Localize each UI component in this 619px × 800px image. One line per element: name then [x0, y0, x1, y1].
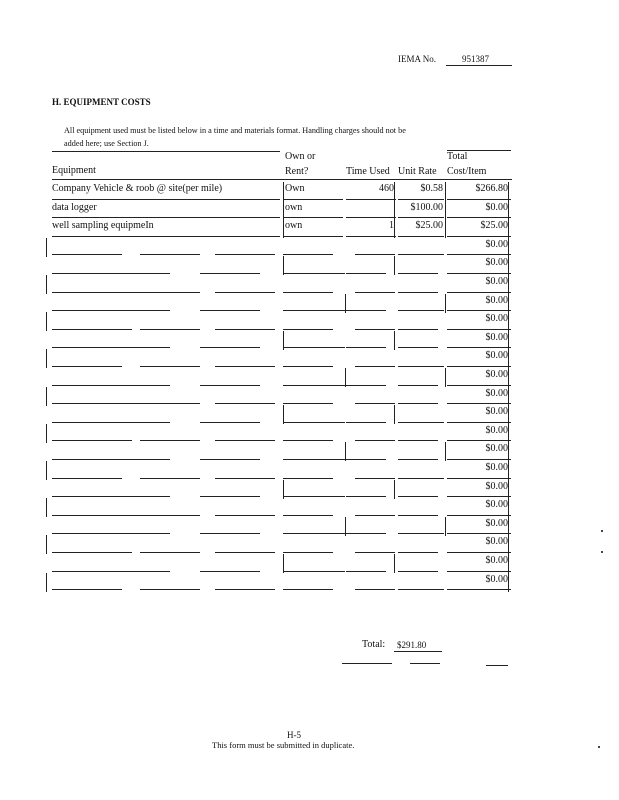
row-rule [346, 199, 396, 200]
row-rule [52, 552, 132, 553]
total-col-border [508, 219, 509, 238]
col-border [445, 201, 446, 220]
col-border [394, 182, 395, 201]
row-rule [52, 589, 122, 590]
row-rule [283, 496, 345, 497]
col-border [394, 554, 395, 573]
col-border [345, 517, 346, 536]
row-rule [283, 552, 333, 553]
row-rule [140, 254, 200, 255]
row-rule [283, 589, 333, 590]
row-rule [283, 403, 333, 404]
col-border [283, 201, 284, 220]
row-rule [398, 478, 444, 479]
total-col-border [508, 554, 509, 573]
time-used-cell: 1 [389, 220, 394, 232]
row-rule [215, 292, 275, 293]
row-rule [283, 310, 345, 311]
total-col-border [508, 498, 509, 517]
total-label: Total: [362, 639, 386, 650]
row-rule [215, 589, 275, 590]
row-rule [283, 366, 333, 367]
col-border [445, 517, 446, 536]
header-bottom-rule [52, 179, 512, 180]
row-rule [110, 310, 170, 311]
instructions-line2: added here; use Section J. [64, 139, 149, 148]
row-rule [447, 236, 511, 237]
row-rule [355, 254, 395, 255]
row-rule [283, 292, 333, 293]
row-rule [200, 571, 260, 572]
total-col-border [508, 182, 509, 201]
own-rent-cell: own [285, 220, 303, 232]
row-rule [447, 459, 511, 460]
total-cost-cell: $0.00 [485, 406, 508, 418]
row-rule [283, 217, 343, 218]
row-rule [283, 515, 333, 516]
row-rule [398, 310, 444, 311]
col-border [445, 219, 446, 238]
row-rule [447, 329, 511, 330]
row-rule [398, 236, 444, 237]
row-rule [52, 292, 142, 293]
col-border [46, 238, 47, 257]
row-rule [447, 254, 511, 255]
total-col-border [508, 461, 509, 480]
total-col-border [508, 294, 509, 313]
row-rule [447, 533, 511, 534]
iema-label: IEMA No. [398, 54, 436, 64]
row-rule [447, 589, 511, 590]
col-border [46, 498, 47, 517]
unit-rate-cell: $0.58 [420, 183, 443, 194]
total-cost-cell: $0.00 [485, 313, 508, 325]
own-rent-cell: Own [285, 183, 305, 194]
total-value: $291.80 [397, 640, 427, 650]
footer-page: H-5 [287, 730, 301, 740]
total-cost-cell: $0.00 [485, 499, 508, 511]
row-rule [140, 366, 200, 367]
row-rule [398, 254, 444, 255]
total-col-border [508, 387, 509, 406]
header-unit-rate: Unit Rate [398, 166, 437, 177]
iema-value: 951387 [462, 54, 489, 64]
col-border [46, 275, 47, 294]
total-col-border [508, 480, 509, 499]
row-rule [52, 217, 280, 218]
row-rule [200, 347, 260, 348]
row-rule [447, 310, 511, 311]
total-cost-cell: $0.00 [485, 573, 508, 585]
header-total-2: Cost/Item [447, 166, 487, 177]
row-rule [447, 478, 511, 479]
header-total-1: Total [447, 151, 468, 162]
row-rule [355, 589, 395, 590]
row-rule [447, 496, 511, 497]
row-rule [200, 385, 260, 386]
total-cost-cell: $0.00 [485, 424, 508, 436]
row-rule [52, 403, 142, 404]
row-rule [140, 292, 200, 293]
total-rule-a [342, 663, 392, 664]
total-cost-cell: $0.00 [485, 257, 508, 269]
total-cost-cell: $0.00 [485, 201, 508, 213]
total-cost-cell: $0.00 [485, 276, 508, 287]
row-rule [215, 515, 275, 516]
row-rule [52, 478, 122, 479]
instructions-line1: All equipment used must be listed below in a time and materials format. Handling charges should not be [64, 126, 406, 135]
total-cost-cell: $266.80 [475, 183, 508, 194]
unit-rate-cell: $25.00 [415, 220, 443, 232]
row-rule [140, 329, 200, 330]
footer-note: This form must be submitted in duplicate. [212, 740, 355, 750]
total-cost-cell: $25.00 [480, 220, 508, 232]
total-cost-cell: $0.00 [485, 350, 508, 362]
row-rule [346, 496, 386, 497]
col-border [46, 424, 47, 443]
col-border [283, 554, 284, 573]
row-rule [355, 366, 395, 367]
row-rule [346, 533, 386, 534]
speck [601, 551, 603, 553]
col-border [394, 219, 395, 238]
row-rule [200, 496, 260, 497]
col-border [283, 182, 284, 201]
total-cost-cell: $0.00 [485, 331, 508, 343]
row-rule [398, 552, 438, 553]
row-rule [110, 422, 170, 423]
row-rule [346, 217, 396, 218]
row-rule [355, 403, 395, 404]
total-col-border [508, 535, 509, 554]
col-border [46, 535, 47, 554]
row-rule [346, 571, 386, 572]
row-rule [398, 273, 438, 274]
col-border [345, 442, 346, 461]
row-rule [447, 515, 511, 516]
row-rule [283, 273, 345, 274]
row-rule [398, 199, 444, 200]
col-border [445, 368, 446, 387]
row-rule [140, 589, 200, 590]
total-col-border [508, 573, 509, 592]
row-rule [283, 236, 343, 237]
row-rule [447, 217, 511, 218]
row-rule [346, 310, 386, 311]
row-rule [110, 273, 170, 274]
row-rule [215, 552, 275, 553]
total-col-border [508, 442, 509, 461]
col-border [46, 312, 47, 331]
row-rule [110, 533, 170, 534]
row-rule [215, 403, 275, 404]
row-rule [283, 422, 345, 423]
row-rule [110, 385, 170, 386]
row-rule [346, 347, 386, 348]
row-rule [447, 552, 511, 553]
row-rule [447, 347, 511, 348]
time-used-cell: 460 [379, 183, 394, 194]
col-border [345, 368, 346, 387]
row-rule [110, 571, 170, 572]
col-border [283, 480, 284, 499]
row-rule [283, 199, 343, 200]
row-rule [200, 459, 260, 460]
row-rule [447, 403, 511, 404]
total-cost-cell: $0.00 [485, 517, 508, 529]
row-rule [398, 366, 444, 367]
col-border [394, 405, 395, 424]
row-rule [355, 478, 395, 479]
total-col-border [508, 275, 509, 294]
row-rule [346, 273, 386, 274]
col-border [46, 387, 47, 406]
own-rent-cell: own [285, 201, 303, 213]
row-rule [200, 422, 260, 423]
row-rule [200, 310, 260, 311]
row-rule [283, 329, 333, 330]
col-border [394, 331, 395, 350]
total-col-border [508, 368, 509, 387]
row-rule [283, 459, 345, 460]
col-border [394, 256, 395, 275]
col-border [445, 442, 446, 461]
header-own-rent-2: Rent? [285, 166, 309, 177]
row-rule [447, 292, 511, 293]
row-rule [283, 478, 333, 479]
col-border [46, 349, 47, 368]
total-cost-cell: $0.00 [485, 369, 508, 380]
total-col-border [508, 349, 509, 368]
row-rule [52, 366, 122, 367]
total-cost-cell: $0.00 [485, 294, 508, 306]
unit-rate-cell: $100.00 [410, 201, 443, 213]
row-rule [110, 496, 170, 497]
row-rule [52, 515, 142, 516]
row-rule [52, 199, 280, 200]
col-border [345, 294, 346, 313]
row-rule [398, 329, 438, 330]
row-rule [283, 385, 345, 386]
total-cost-cell: $0.00 [485, 555, 508, 566]
col-border [445, 182, 446, 201]
col-border [394, 480, 395, 499]
equipment-cell: Company Vehicle & roob @ site(per mile) [52, 183, 223, 194]
total-cost-cell: $0.00 [485, 387, 508, 399]
row-rule [447, 422, 511, 423]
col-border [283, 331, 284, 350]
row-rule [398, 496, 438, 497]
row-rule [215, 366, 275, 367]
row-rule [52, 440, 132, 441]
header-own-rent-1: Own or [285, 151, 316, 162]
row-rule [215, 254, 275, 255]
speck [601, 530, 603, 532]
row-rule [283, 440, 333, 441]
row-rule [447, 366, 511, 367]
total-col-border [508, 256, 509, 275]
total-col-border [508, 517, 509, 536]
header-equipment: Equipment [52, 165, 96, 176]
row-rule [110, 347, 170, 348]
row-rule [398, 422, 444, 423]
row-rule [215, 329, 275, 330]
col-border [46, 573, 47, 592]
total-col-border [508, 424, 509, 443]
row-rule [215, 440, 275, 441]
header-top-rule [52, 151, 280, 152]
row-rule [52, 329, 132, 330]
row-rule [398, 589, 444, 590]
total-rule-b [410, 663, 440, 664]
col-border [394, 201, 395, 220]
row-rule [447, 273, 511, 274]
row-rule [140, 515, 200, 516]
row-rule [447, 385, 511, 386]
row-rule [355, 292, 395, 293]
row-rule [140, 552, 200, 553]
row-rule [215, 478, 275, 479]
total-underline [394, 651, 442, 652]
col-border [445, 294, 446, 313]
row-rule [283, 347, 345, 348]
row-rule [447, 199, 511, 200]
total-rule-c [486, 665, 508, 666]
row-rule [355, 329, 395, 330]
total-col-border [508, 331, 509, 350]
row-rule [140, 478, 200, 479]
row-rule [110, 459, 170, 460]
col-border [46, 461, 47, 480]
total-cost-cell: $0.00 [485, 443, 508, 455]
row-rule [140, 440, 200, 441]
col-border [283, 405, 284, 424]
row-rule [398, 217, 444, 218]
row-rule [52, 254, 122, 255]
row-rule [346, 385, 386, 386]
row-rule [447, 440, 511, 441]
row-rule [398, 515, 438, 516]
equipment-cell: well sampling equipmeIn [52, 220, 154, 232]
row-rule [283, 533, 345, 534]
total-col-border [508, 201, 509, 220]
total-cost-cell: $0.00 [485, 480, 508, 492]
row-rule [283, 254, 333, 255]
row-rule [140, 403, 200, 404]
row-rule [355, 552, 395, 553]
total-cost-cell: $0.00 [485, 536, 508, 548]
row-rule [398, 403, 438, 404]
total-col-border [508, 238, 509, 257]
speck [598, 746, 600, 748]
row-rule [398, 292, 438, 293]
section-title: H. EQUIPMENT COSTS [52, 97, 151, 107]
header-time-used: Time Used [346, 166, 390, 177]
total-cost-cell: $0.00 [485, 238, 508, 250]
equipment-cell: data logger [52, 201, 97, 213]
row-rule [52, 236, 280, 237]
row-rule [398, 347, 438, 348]
row-rule [398, 440, 438, 441]
total-col-border [508, 312, 509, 331]
row-rule [346, 422, 386, 423]
col-border [283, 219, 284, 238]
row-rule [398, 533, 444, 534]
row-rule [398, 571, 438, 572]
row-rule [346, 236, 396, 237]
header-top-rule-right [447, 150, 511, 151]
row-rule [283, 571, 345, 572]
row-rule [355, 515, 395, 516]
row-rule [398, 385, 438, 386]
col-border [283, 256, 284, 275]
row-rule [346, 459, 386, 460]
row-rule [398, 459, 438, 460]
row-rule [447, 571, 511, 572]
row-rule [200, 533, 260, 534]
total-col-border [508, 405, 509, 424]
total-cost-cell: $0.00 [485, 462, 508, 473]
row-rule [200, 273, 260, 274]
row-rule [355, 440, 395, 441]
